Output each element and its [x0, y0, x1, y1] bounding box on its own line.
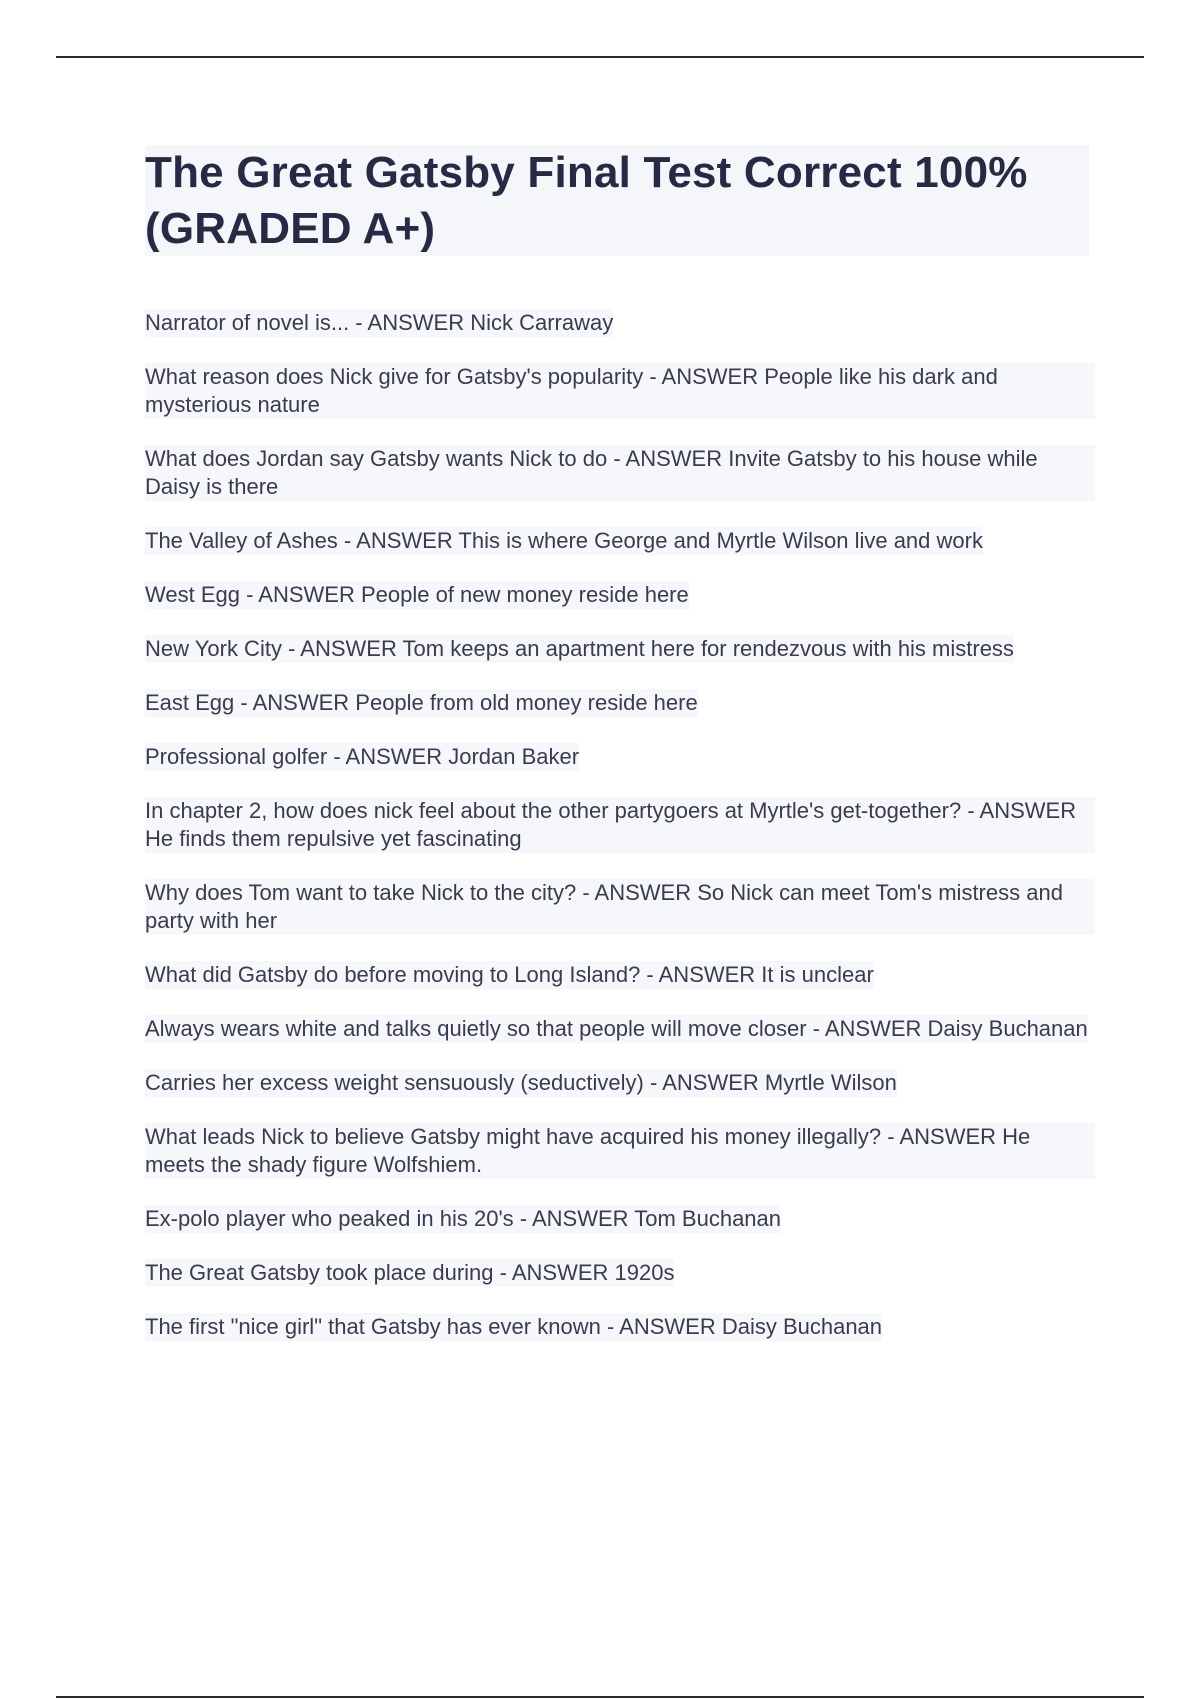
qa-text: Why does Tom want to take Nick to the city? - ANSWER So Nick can meet Tom's mistress and party with her	[145, 879, 1095, 935]
list-item	[145, 1069, 1095, 1097]
qa-text: West Egg - ANSWER People of new money reside here	[145, 582, 689, 607]
list-item	[145, 445, 1095, 501]
qa-text: Narrator of novel is... - ANSWER Nick Carraway	[145, 310, 614, 335]
qa-text: What did Gatsby do before moving to Long Island? - ANSWER It is unclear	[145, 962, 874, 987]
list-item	[145, 1205, 1095, 1233]
qa-text: East Egg - ANSWER People from old money reside here	[145, 690, 698, 715]
title-block	[145, 145, 1089, 256]
list-item	[145, 1123, 1095, 1179]
list-item	[145, 879, 1095, 935]
qa-text: Always wears white and talks quietly so that people will move closer - ANSWER Daisy Buchanan	[145, 1016, 1088, 1041]
list-item	[145, 689, 1095, 717]
document-title: The Great Gatsby Final Test Correct 100%(GRADED A+)	[145, 148, 1028, 253]
list-item	[145, 363, 1095, 419]
top-rule	[56, 56, 1144, 58]
qa-text: What reason does Nick give for Gatsby's popularity - ANSWER People like his dark and mysterious nature	[145, 363, 1095, 419]
list-item	[145, 527, 1095, 555]
qa-text: Professional golfer - ANSWER Jordan Baker	[145, 744, 580, 769]
list-item	[145, 1259, 1095, 1287]
qa-text: What leads Nick to believe Gatsby might have acquired his money illegally? - ANSWER He meets the shady figure Wolfshiem.	[145, 1123, 1095, 1179]
list-item	[145, 581, 1095, 609]
list-item	[145, 1015, 1095, 1043]
qa-text: What does Jordan say Gatsby wants Nick to do - ANSWER Invite Gatsby to his house while Daisy is there	[145, 445, 1095, 501]
qa-text: Carries her excess weight sensuously (seductively) - ANSWER Myrtle Wilson	[145, 1070, 897, 1095]
qa-text: The Great Gatsby took place during - ANSWER 1920s	[145, 1260, 675, 1285]
bottom-rule	[56, 1696, 1144, 1698]
qa-list	[145, 309, 1095, 1367]
qa-text: The first "nice girl" that Gatsby has ever known - ANSWER Daisy Buchanan	[145, 1314, 883, 1339]
qa-text: In chapter 2, how does nick feel about the other partygoers at Myrtle's get-together? - ANSWER He finds them repulsive yet fascinating	[145, 797, 1095, 853]
qa-text: Ex-polo player who peaked in his 20's - ANSWER Tom Buchanan	[145, 1206, 782, 1231]
list-item	[145, 961, 1095, 989]
list-item	[145, 309, 1095, 337]
list-item	[145, 1313, 1095, 1341]
list-item	[145, 797, 1095, 853]
list-item	[145, 743, 1095, 771]
qa-text: New York City - ANSWER Tom keeps an apartment here for rendezvous with his mistress	[145, 636, 1014, 661]
qa-text: The Valley of Ashes - ANSWER This is where George and Myrtle Wilson live and work	[145, 528, 983, 553]
list-item	[145, 635, 1095, 663]
